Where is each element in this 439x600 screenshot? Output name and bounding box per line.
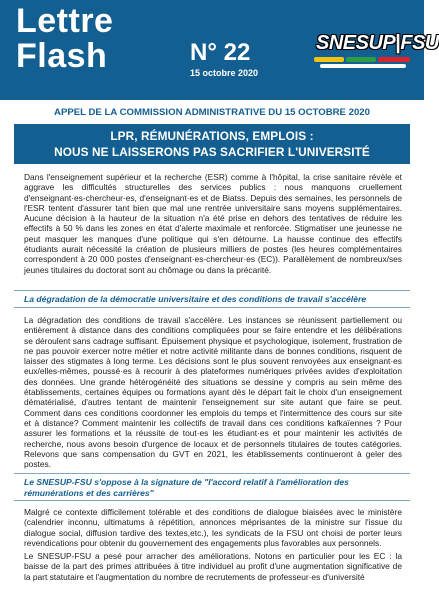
section-2-paragraph: Malgré ce contexte difficilement tolérable et des conditions de dialogue biaisées avec le ministère (calendrier inconnu, ultimatums à répétition, annonces méprisantes de la ministre sur l'issue du dialogue social, diffusion tardive des textes,etc.), les syndicats de la FSU ont choisi de porter leurs revendications pour obtenir du gouvernement des engagements plus favorables aux personnels.	[24, 507, 402, 548]
headline-line-2: NOUS NE LAISSERONS PAS SACRIFIER L'UNIVERSITÉ	[54, 145, 370, 159]
issue-number: N° 22	[190, 39, 251, 66]
section-1-paragraph: La dégradation des conditions de travail s'accélère. Les instances se réunissent partiellement ou entièrement à distance dans des conditions compliquées pour se faire entendre et les délibérations se déroulent sans cadrage suffisant. Épuisement physique et psychologique, isolement, frustration de ne pas pouvoir exercer notre métier et notre activité militante dans de bonnes conditions, risquent de laisser des stigmates à long terme. Les décisions sont le plus souvent renvoyées aux enseignant·es eux/elles-mêmes, poussé·es à recourir à des plateformes numériques privées avides d'exploitation des données. Une grande hétérogénéité des situations se dessine y compris au sein même des établissements, certaines équipes ou formations ayant dès le départ fait le choix d'un enseignement dématérialisé, d'autres tentant de maintenir l'enseignement sur site autant que faire se peut. Comment dans ces conditions coordonner les emplois du temps et l'intermittence des cours sur site et à distance? Comment maintenir les collectifs de travail dans ces conditions kafkaïennes ? Pour assurer les formations et la réussite de tout·es les étudiant·es et pour maintenir les activités de recherche, nous avons besoin d'urgence de locaux et de personnels titulaires de toutes catégories. Relevons que sans compensation du GVT en 2021, les établissements continueront à geler des postes.	[24, 315, 402, 470]
masthead	[0, 0, 439, 100]
headline-line-1: LPR, RÉMUNÉRATIONS, EMPLOIS :	[110, 129, 314, 143]
section-title-snesup-opposes: Le SNESUP-FSU s'oppose à la signature de "l'accord relatif à l'amélioration des rémunérations et des carrières"	[24, 477, 349, 498]
brand-line-1: Lettre	[16, 2, 114, 40]
brand-line-2: Flash	[16, 37, 108, 75]
section-title-degradation: La dégradation de la démocratie universitaire et des conditions de travail s'accélère	[24, 294, 367, 304]
section-divider	[14, 500, 410, 501]
section-divider	[14, 473, 410, 474]
section-divider	[14, 290, 410, 291]
intro-paragraph: Dans l'enseignement supérieur et la recherche (ESR) comme à l'hôpital, la crise sanitaire révèle et aggrave les difficultés structurelles des services publics : nous manquons cruellement d'enseignant·es-chercheur·es, d'enseignant·es et de Biatss. Depuis des semaines, les personnels de l'ESR tentent d'assurer tant bien que mal une rentrée universitaire sans moyens supplémentaires. Aucune décision à la hauteur de la situation n'a été prise en dehors des tentatives de réduire les effectifs à 50 % dans les zones en état d'alerte maximale et renforcée. Stigmatiser une jeunesse ne peut masquer les manques d'une politique qui s'en détourne. La hausse continue des effectifs étudiants aurait nécessité la création de plusieurs milliers de postes (les heures complémentaires correspondent à 20 000 postes d'enseignant·es-chercheur·es (EC)). Parallèlement de nombreux/ses jeunes titulaires du doctorat sont au chômage ou dans la précarité.	[24, 172, 402, 275]
appeal-subtitle: APPEL DE LA COMMISSION ADMINISTRATIVE DU 15 OCTOBRE 2020	[54, 107, 370, 118]
issue-date: 15 octobre 2020	[190, 68, 259, 78]
section-2-paragraph-2: Le SNESUP-FSU a pesé pour arracher des améliorations. Notons en particulier pour les EC : la baisse de la part des primes attribuées à titre individuel au profit d'une augmentation significative de la part statutaire et l'augmentation du nombre de recrutements de professeur·es d'université	[24, 551, 402, 582]
logo-wordmark: SNESUP|FSU	[316, 32, 439, 54]
section-divider	[14, 307, 410, 308]
newsletter-title	[16, 4, 113, 74]
headline-banner	[14, 124, 410, 164]
snesup-fsu-logo	[306, 30, 439, 78]
logo-color-bars-icon	[314, 57, 412, 73]
